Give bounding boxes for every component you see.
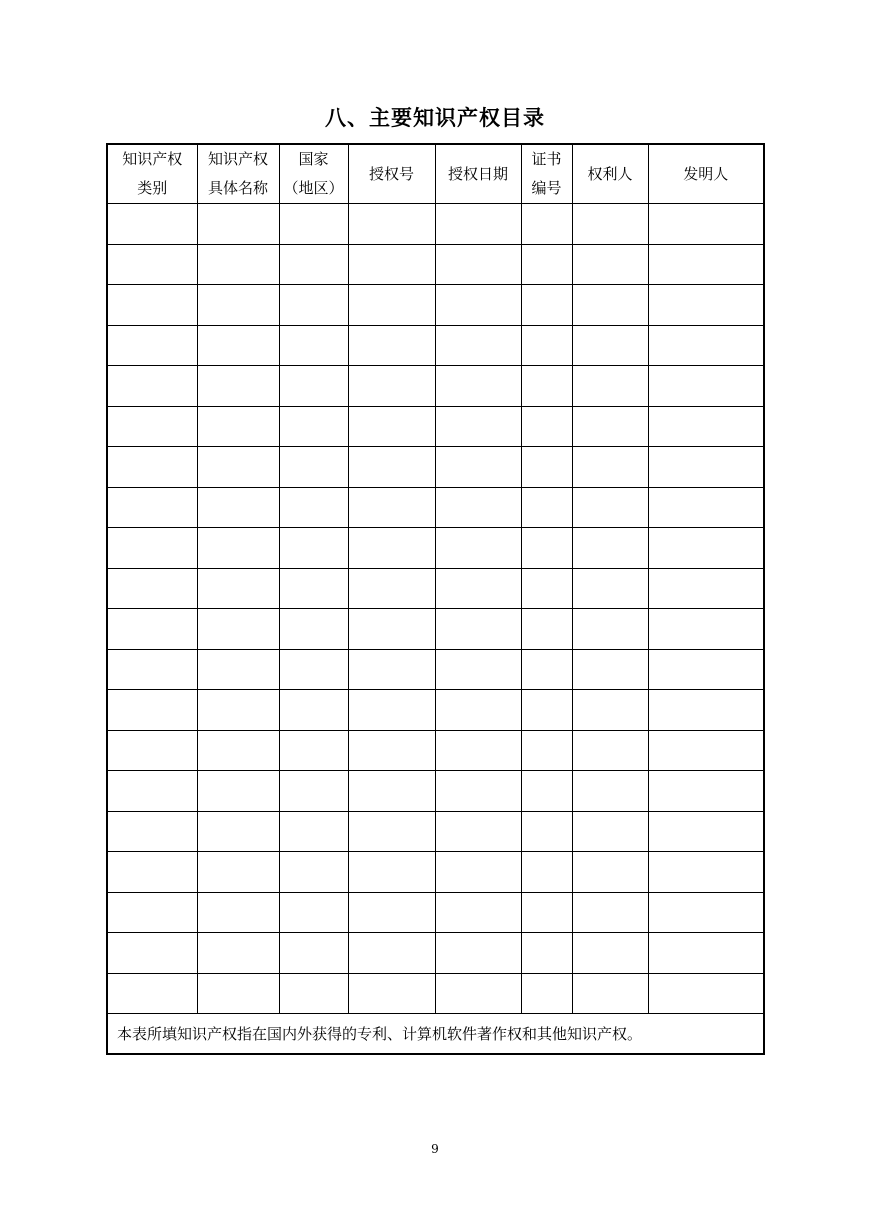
table-cell[interactable] [648, 568, 764, 609]
table-cell[interactable] [279, 690, 348, 731]
table-row [107, 447, 764, 488]
header-certificate-number: 证书 编号 [521, 144, 572, 204]
header-country-region: 国家 （地区） [279, 144, 348, 204]
table-cell[interactable] [521, 771, 572, 812]
page-title: 八、主要知识产权目录 [325, 106, 545, 130]
table-cell[interactable] [572, 366, 648, 407]
table-cell[interactable] [572, 406, 648, 447]
table-cell[interactable] [435, 852, 521, 893]
table-cell[interactable] [572, 973, 648, 1014]
table-cell[interactable] [572, 690, 648, 731]
table-cell[interactable] [435, 285, 521, 326]
table-cell[interactable] [107, 771, 197, 812]
table-cell[interactable] [572, 285, 648, 326]
table-cell[interactable] [572, 447, 648, 488]
table-row [107, 852, 764, 893]
table-row [107, 933, 764, 974]
table-cell[interactable] [435, 609, 521, 650]
table-cell[interactable] [572, 609, 648, 650]
table-cell[interactable] [435, 690, 521, 731]
table-cell[interactable] [107, 852, 197, 893]
table-cell[interactable] [648, 892, 764, 933]
table-cell[interactable] [572, 852, 648, 893]
table-row [107, 528, 764, 569]
table-cell[interactable] [348, 811, 435, 852]
table-cell[interactable] [279, 366, 348, 407]
table-cell[interactable] [435, 487, 521, 528]
table-cell[interactable] [107, 730, 197, 771]
table-cell[interactable] [197, 447, 279, 488]
table-cell[interactable] [348, 730, 435, 771]
table-cell[interactable] [279, 487, 348, 528]
table-row [107, 609, 764, 650]
table-cell[interactable] [348, 447, 435, 488]
table-cell[interactable] [279, 771, 348, 812]
table-cell[interactable] [107, 406, 197, 447]
table-cell[interactable] [572, 649, 648, 690]
table-cell[interactable] [648, 609, 764, 650]
table-cell[interactable] [521, 406, 572, 447]
table-cell[interactable] [648, 771, 764, 812]
table-cell[interactable] [197, 366, 279, 407]
table-cell[interactable] [197, 973, 279, 1014]
table-cell[interactable] [572, 487, 648, 528]
table-cell[interactable] [279, 568, 348, 609]
table-cell[interactable] [435, 406, 521, 447]
table-cell[interactable] [197, 852, 279, 893]
table-row [107, 366, 764, 407]
table-cell[interactable] [197, 811, 279, 852]
table-body [107, 204, 764, 1014]
table-cell[interactable] [197, 244, 279, 285]
table-cell[interactable] [572, 892, 648, 933]
ip-catalog-table [106, 143, 765, 1055]
header-grant-number: 授权号 [348, 144, 435, 204]
table-cell[interactable] [521, 690, 572, 731]
table-row [107, 244, 764, 285]
table-cell[interactable] [279, 447, 348, 488]
table-cell[interactable] [279, 528, 348, 569]
table-cell[interactable] [521, 568, 572, 609]
table-cell[interactable] [197, 204, 279, 245]
table-row [107, 568, 764, 609]
table-row [107, 325, 764, 366]
table-cell[interactable] [197, 892, 279, 933]
table-cell[interactable] [107, 690, 197, 731]
table-cell[interactable] [435, 771, 521, 812]
table-cell[interactable] [197, 487, 279, 528]
table-cell[interactable] [107, 892, 197, 933]
table-cell[interactable] [107, 568, 197, 609]
table-row [107, 730, 764, 771]
table-cell[interactable] [435, 892, 521, 933]
table-cell[interactable] [107, 973, 197, 1014]
table-row [107, 811, 764, 852]
table-cell[interactable] [435, 973, 521, 1014]
table-cell[interactable] [348, 406, 435, 447]
table-cell[interactable] [107, 528, 197, 569]
table-cell[interactable] [348, 325, 435, 366]
table-cell[interactable] [197, 771, 279, 812]
table-cell[interactable] [648, 447, 764, 488]
table-row [107, 285, 764, 326]
table-cell[interactable] [107, 366, 197, 407]
table-cell[interactable] [435, 366, 521, 407]
table-cell[interactable] [348, 771, 435, 812]
table-cell[interactable] [648, 811, 764, 852]
table-cell[interactable] [107, 487, 197, 528]
table-cell[interactable] [521, 852, 572, 893]
table-cell[interactable] [435, 204, 521, 245]
table-cell[interactable] [572, 528, 648, 569]
table-cell[interactable] [648, 973, 764, 1014]
table-cell[interactable] [197, 568, 279, 609]
table-row [107, 892, 764, 933]
table-cell[interactable] [572, 325, 648, 366]
table-cell[interactable] [348, 649, 435, 690]
page-number: 9 [431, 1142, 439, 1156]
table-cell[interactable] [648, 730, 764, 771]
table-cell[interactable] [279, 285, 348, 326]
table-cell[interactable] [107, 933, 197, 974]
table-cell[interactable] [348, 892, 435, 933]
table-cell[interactable] [521, 649, 572, 690]
table-cell[interactable] [279, 649, 348, 690]
table-cell[interactable] [521, 204, 572, 245]
table-cell[interactable] [648, 285, 764, 326]
table-cell[interactable] [279, 244, 348, 285]
table-cell[interactable] [572, 244, 648, 285]
table-cell[interactable] [435, 933, 521, 974]
table-cell[interactable] [648, 325, 764, 366]
table-header-row [107, 144, 764, 204]
table-cell[interactable] [279, 933, 348, 974]
table-cell[interactable] [521, 933, 572, 974]
table-cell[interactable] [279, 325, 348, 366]
table-cell[interactable] [521, 325, 572, 366]
table-cell[interactable] [197, 609, 279, 650]
table-cell[interactable] [197, 285, 279, 326]
table-cell[interactable] [648, 366, 764, 407]
table-cell[interactable] [435, 811, 521, 852]
table-cell[interactable] [435, 649, 521, 690]
table-cell[interactable] [279, 730, 348, 771]
table-cell[interactable] [435, 325, 521, 366]
table-cell[interactable] [107, 325, 197, 366]
table-cell[interactable] [348, 487, 435, 528]
table-cell[interactable] [107, 649, 197, 690]
table-row [107, 690, 764, 731]
table-cell[interactable] [197, 649, 279, 690]
header-ip-name: 知识产权 具体名称 [197, 144, 279, 204]
table-row [107, 649, 764, 690]
table-cell[interactable] [279, 811, 348, 852]
table-row [107, 406, 764, 447]
table-cell[interactable] [348, 366, 435, 407]
table-cell[interactable] [648, 487, 764, 528]
table-cell[interactable] [348, 609, 435, 650]
table-cell[interactable] [648, 852, 764, 893]
table-note: 本表所填知识产权指在国内外获得的专利、计算机软件著作权和其他知识产权。 [107, 1014, 764, 1055]
table-row [107, 973, 764, 1014]
table-cell[interactable] [572, 730, 648, 771]
table-cell[interactable] [348, 973, 435, 1014]
table-cell[interactable] [197, 933, 279, 974]
table-cell[interactable] [521, 244, 572, 285]
table-cell[interactable] [107, 447, 197, 488]
header-right-holder: 权利人 [572, 144, 648, 204]
table-row [107, 204, 764, 245]
table-cell[interactable] [279, 973, 348, 1014]
table-cell[interactable] [648, 649, 764, 690]
table-cell[interactable] [521, 973, 572, 1014]
table-cell[interactable] [348, 285, 435, 326]
table-row [107, 487, 764, 528]
table-cell[interactable] [348, 204, 435, 245]
table-cell[interactable] [107, 609, 197, 650]
table-cell[interactable] [572, 204, 648, 245]
table-cell[interactable] [521, 528, 572, 569]
table-cell[interactable] [648, 244, 764, 285]
table-cell[interactable] [648, 690, 764, 731]
table-cell[interactable] [435, 528, 521, 569]
table-cell[interactable] [107, 285, 197, 326]
table-note-row [107, 1014, 764, 1055]
table-cell[interactable] [279, 204, 348, 245]
table-cell[interactable] [197, 730, 279, 771]
table-cell[interactable] [572, 933, 648, 974]
table-cell[interactable] [572, 771, 648, 812]
table-cell[interactable] [521, 730, 572, 771]
header-ip-category: 知识产权 类别 [107, 144, 197, 204]
table-cell[interactable] [348, 528, 435, 569]
table-cell[interactable] [107, 244, 197, 285]
table-cell[interactable] [521, 366, 572, 407]
table-cell[interactable] [521, 892, 572, 933]
table-cell[interactable] [648, 406, 764, 447]
table-cell[interactable] [197, 690, 279, 731]
table-cell[interactable] [648, 528, 764, 569]
table-cell[interactable] [197, 406, 279, 447]
table-cell[interactable] [348, 852, 435, 893]
table-cell[interactable] [648, 204, 764, 245]
table-cell[interactable] [648, 933, 764, 974]
table-row [107, 771, 764, 812]
table-cell[interactable] [572, 811, 648, 852]
table-cell[interactable] [197, 325, 279, 366]
table-cell[interactable] [279, 892, 348, 933]
table-cell[interactable] [348, 568, 435, 609]
header-grant-date: 授权日期 [435, 144, 521, 204]
table-cell[interactable] [197, 528, 279, 569]
table-cell[interactable] [279, 609, 348, 650]
table-cell[interactable] [279, 852, 348, 893]
table-cell[interactable] [348, 933, 435, 974]
table-cell[interactable] [521, 609, 572, 650]
table-cell[interactable] [521, 811, 572, 852]
table-cell[interactable] [435, 730, 521, 771]
table-cell[interactable] [348, 244, 435, 285]
table-cell[interactable] [279, 406, 348, 447]
table-cell[interactable] [435, 447, 521, 488]
header-inventor: 发明人 [648, 144, 764, 204]
table-cell[interactable] [521, 285, 572, 326]
table-cell[interactable] [572, 568, 648, 609]
table-cell[interactable] [107, 811, 197, 852]
table-cell[interactable] [521, 447, 572, 488]
table-cell[interactable] [435, 244, 521, 285]
table-cell[interactable] [348, 690, 435, 731]
table-cell[interactable] [435, 568, 521, 609]
table-cell[interactable] [107, 204, 197, 245]
table-cell[interactable] [521, 487, 572, 528]
